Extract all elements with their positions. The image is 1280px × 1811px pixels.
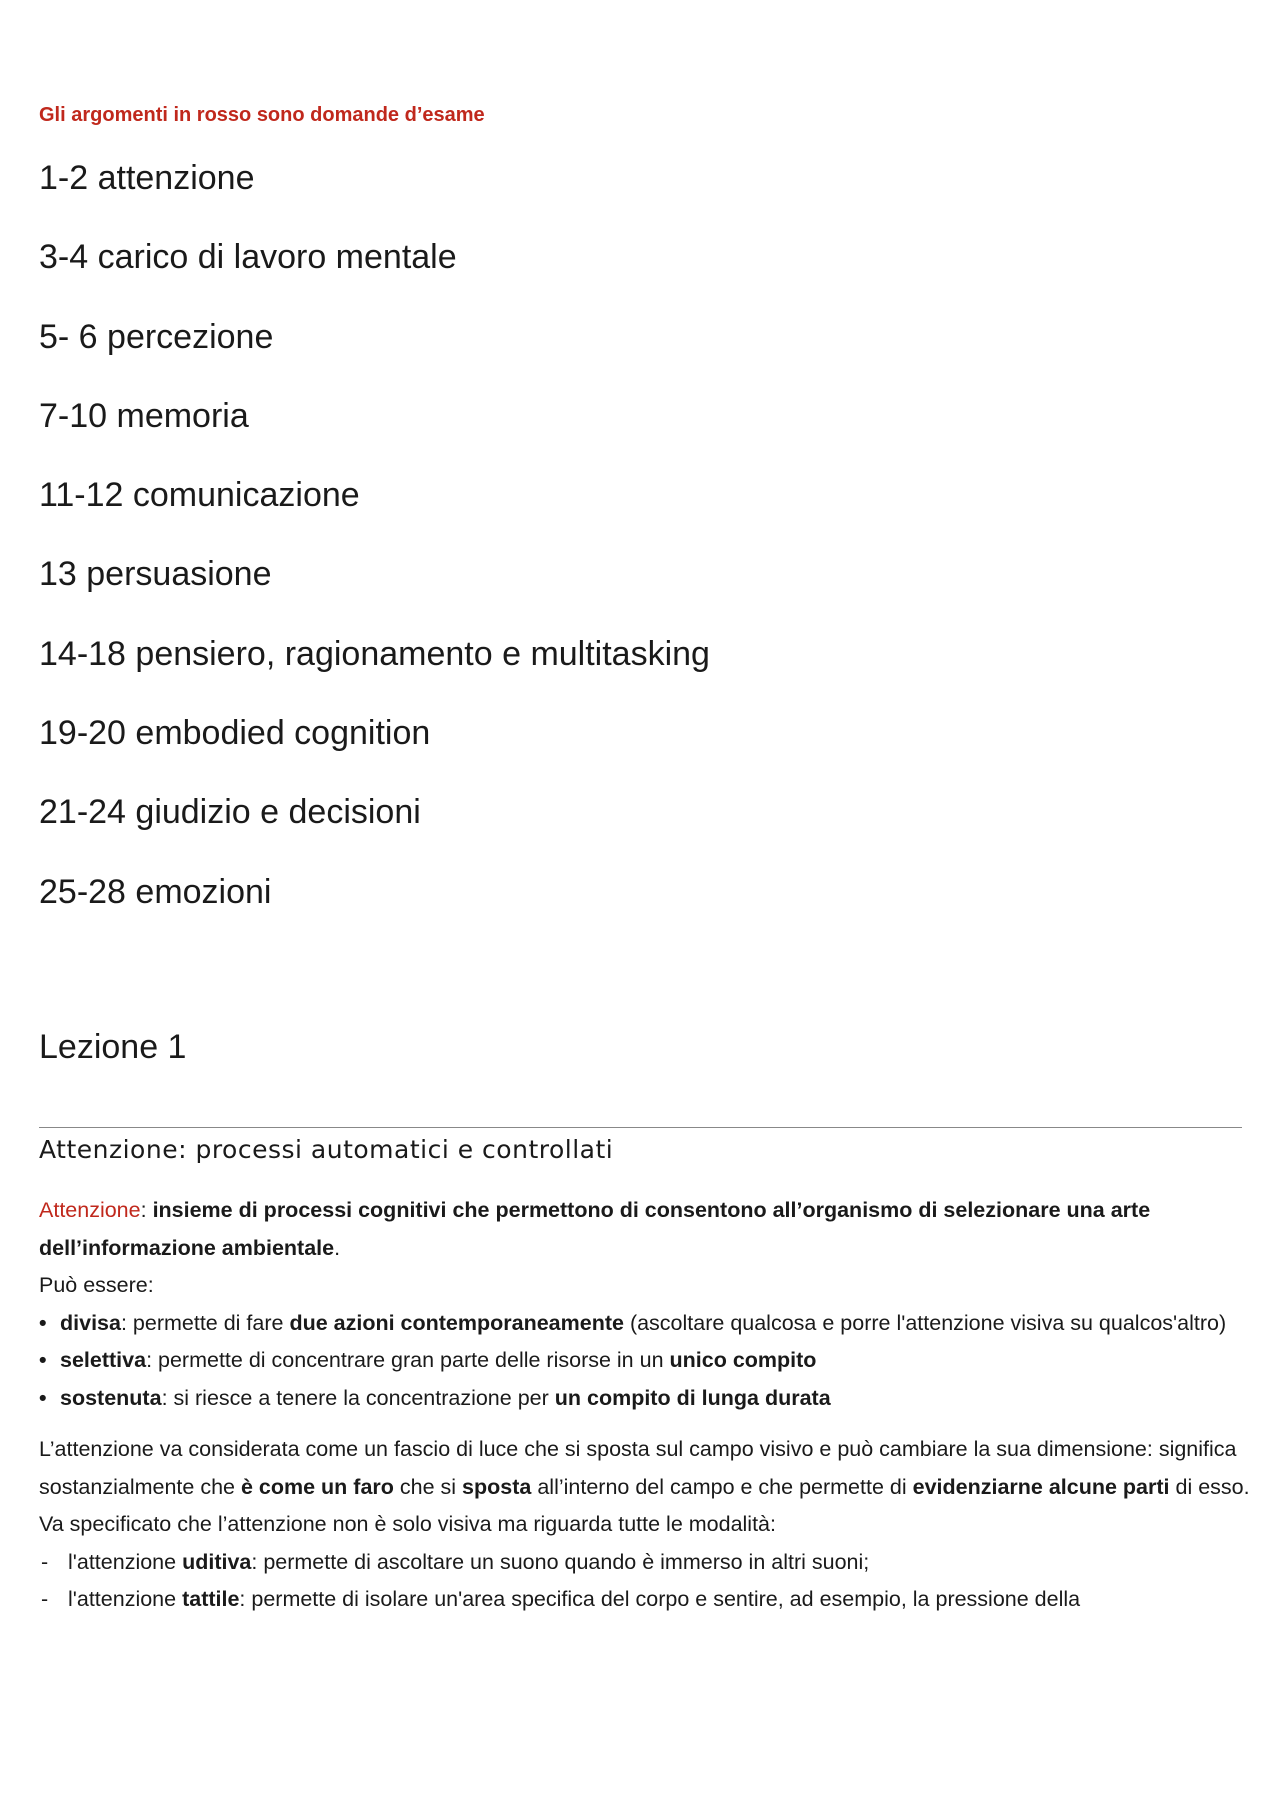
- modality-name: tattile: [182, 1587, 240, 1611]
- paragraph-text: all’interno del campo e che permette di: [531, 1474, 913, 1499]
- modality-text: : permette di isolare un'area specifica del corpo e sentire, ad esempio, la pressione della: [239, 1587, 1081, 1611]
- topic-item: 25-28 emozioni: [39, 872, 272, 911]
- definition-term: Attenzione: [39, 1198, 141, 1222]
- type-text: : permette di fare: [120, 1310, 290, 1335]
- paragraph-text: che si: [393, 1474, 463, 1499]
- topic-item: 1-2 attenzione: [39, 159, 255, 197]
- definition-paragraph: [39, 1192, 1254, 1267]
- type-text: (ascoltare qualcosa e porre l'attenzione visiva su qualcos'altro): [623, 1310, 1227, 1335]
- definition-separator: :: [140, 1198, 153, 1222]
- type-name: sostenuta: [60, 1385, 162, 1410]
- attention-types-list: [39, 1305, 1254, 1418]
- topic-item: 19-20 embodied cognition: [39, 714, 431, 753]
- list-item: [39, 1342, 1254, 1380]
- definition-end: .: [334, 1235, 341, 1260]
- type-name: divisa: [60, 1310, 121, 1335]
- modalities-list: [39, 1544, 1254, 1619]
- topic-item: 7-10 memoria: [39, 396, 249, 435]
- list-item: [39, 1544, 1254, 1582]
- list-item: [39, 1305, 1254, 1343]
- modality-text: l'attenzione: [68, 1549, 183, 1574]
- topic-item: 13 persuasione: [39, 555, 272, 594]
- type-text: : permette di concentrare gran parte delle risorse in un: [146, 1348, 670, 1372]
- lesson-body: [39, 1192, 1254, 1619]
- types-intro: Può essere:: [39, 1273, 154, 1297]
- paragraph-text: di esso. Va specificato che l’attenzione non è solo visiva ma riguarda tutte le modalità:: [39, 1474, 1250, 1536]
- paragraph-text: L’attenzione va considerata come un fascio di luce che si sposta sul campo visivo e può cambiare la sua dimensione: significa sostanzialmente che: [39, 1437, 1237, 1499]
- modality-text: l'attenzione: [68, 1587, 183, 1611]
- exam-note: Gli argomenti in rosso sono domande d’esame: [39, 104, 485, 126]
- type-highlight: un compito di lunga durata: [554, 1385, 831, 1410]
- paragraph-highlight: è come un faro: [240, 1474, 394, 1499]
- type-text: : si riesce a tenere la concentrazione per: [161, 1385, 555, 1410]
- section-title: Attenzione: processi automatici e controllati: [39, 1135, 614, 1164]
- divider: [39, 1127, 1242, 1128]
- list-item: [39, 1581, 1254, 1619]
- paragraph-highlight: evidenziarne alcune parti: [912, 1474, 1170, 1499]
- modality-name: uditiva: [182, 1549, 252, 1574]
- topic-item: 3-4 carico di lavoro mentale: [39, 238, 457, 277]
- spotlight-paragraph: [39, 1431, 1254, 1544]
- topic-item: 11-12 comunicazione: [39, 476, 360, 515]
- type-highlight: unico compito: [669, 1348, 817, 1372]
- definition-text: insieme di processi cognitivi che permettono di consentono all’organismo di selezionare una arte dell’informazione ambientale: [39, 1198, 1151, 1260]
- topic-item: 21-24 giudizio e decisioni: [39, 793, 421, 832]
- list-item: [39, 1380, 1254, 1418]
- type-name: selettiva: [60, 1348, 147, 1372]
- paragraph-highlight: sposta: [462, 1474, 532, 1499]
- topic-item: 14-18 pensiero, ragionamento e multitasking: [39, 634, 710, 673]
- topic-item: 5- 6 percezione: [39, 317, 274, 356]
- type-highlight: due azioni contemporaneamente: [289, 1310, 624, 1335]
- lesson-title: Lezione 1: [39, 1028, 187, 1066]
- modality-text: : permette di ascoltare un suono quando è immerso in altri suoni;: [251, 1549, 870, 1574]
- topic-list: [39, 157, 710, 950]
